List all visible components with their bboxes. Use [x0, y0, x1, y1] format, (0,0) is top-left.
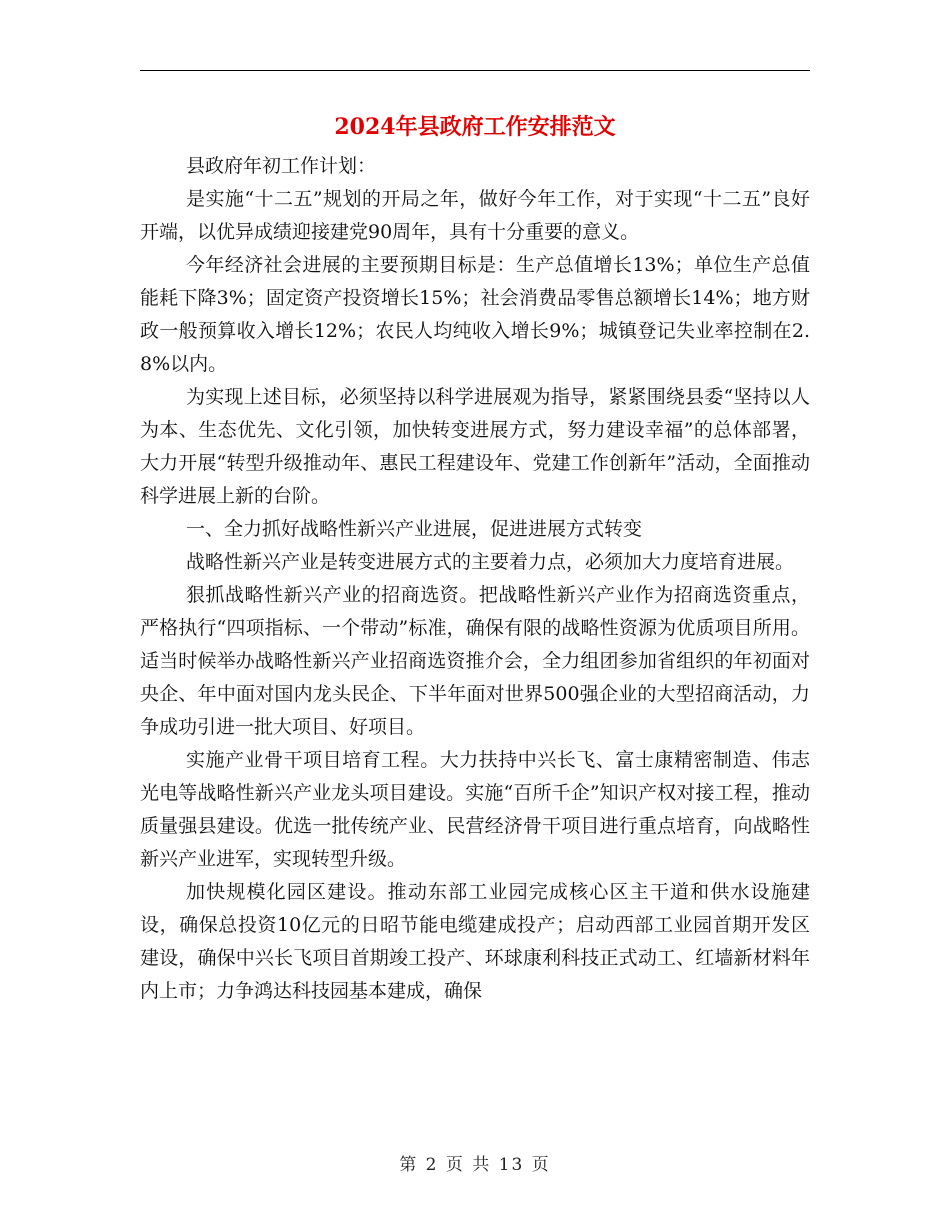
section-heading: 一、全力抓好战略性新兴产业进展，促进进展方式转变 — [186, 518, 643, 540]
paragraph: 加快规模化园区建设。推动东部工业园完成核心区主干道和供水设施建设，确保总投资10亿元的日昭节能电缆建成投产；启动西部工业园首期开发区建设，确保中兴长飞项目首期竣工投产、环球康利科技正式动工、红墙新材料年内上市；力争鸿达科技园基本建成，确保 — [140, 881, 810, 1002]
paragraph: 为实现上述目标，必须坚持以科学进展观为指导，紧紧围绕县委“坚持以人为本、生态优先、文化引领，加快转变进展方式，努力建设幸福”的总体部署，大力开展“转型升级推动年、惠民工程建设年、党建工作创新年”活动，全面推动科学进展上新的台阶。 — [140, 386, 810, 507]
paragraph: 狠抓战略性新兴产业的招商选资。把战略性新兴产业作为招商选资重点，严格执行“四项指标、一个带动”标准，确保有限的战略性资源为优质项目所用。适当时候举办战略性新兴产业招商选资推介会，全力组团参加省组织的年初面对央企、年中面对国内龙头民企、下半年面对世界500强企业的大型招商活动，力争成功引进一批大项目、好项目。 — [140, 584, 810, 738]
page-number: 第 2 页 共 13 页 — [399, 1155, 551, 1175]
paragraph: 今年经济社会进展的主要预期目标是：生产总值增长13%；单位生产总值能耗下降3%；固定资产投资增长15%；社会消费品零售总额增长14%；地方财政一般预算收入增长12%；农民人均纯收入增长9%；城镇登记失业率控制在2.8%以内。 — [140, 254, 810, 375]
paragraph: 县政府年初工作计划： — [186, 155, 377, 177]
document-title: 2024年县政府工作安排范文 — [334, 114, 616, 140]
paragraph: 实施产业骨干项目培育工程。大力扶持中兴长飞、富士康精密制造、伟志光电等战略性新兴产业龙头项目建设。实施“百所千企”知识产权对接工程，推动质量强县建设。优选一批传统产业、民营经济骨干项目进行重点培育，向战略性新兴产业进军，实现转型升级。 — [140, 749, 810, 870]
document-body — [140, 150, 810, 1008]
paragraph: 是实施“十二五”规划的开局之年，做好今年工作，对于实现“十二五”良好开端，以优异成绩迎接建党90周年，具有十分重要的意义。 — [140, 188, 810, 243]
header-rule — [140, 70, 810, 71]
paragraph: 战略性新兴产业是转变进展方式的主要着力点，必须加大力度培育进展。 — [186, 551, 795, 573]
